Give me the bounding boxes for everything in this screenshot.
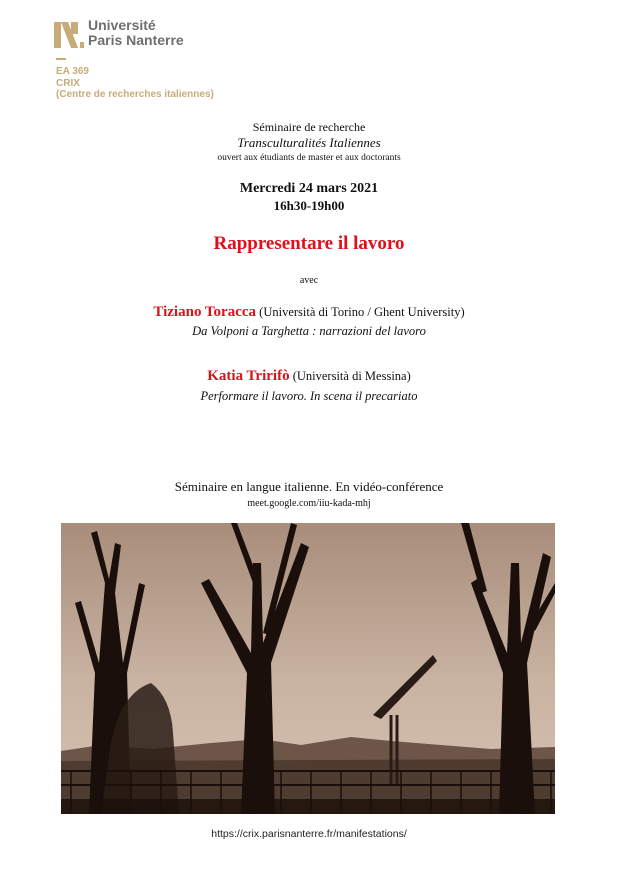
university-logo: [54, 18, 184, 50]
seminar-name: Transculturalités Italiennes: [237, 135, 381, 150]
crix-label: CRIX: [56, 77, 80, 89]
seminar-title: Rappresentare il lavoro: [213, 233, 405, 254]
speaker-2-talk: Performare il lavoro. In scena il precariato: [200, 389, 418, 403]
speaker-1-affiliation: (Università di Torino / Ghent University): [256, 305, 465, 319]
seminar-kind: Séminaire de recherche: [252, 120, 366, 134]
speaker-1-talk: Da Volponi a Targhetta : narrazioni del lavoro: [192, 324, 426, 338]
speaker-1: [0, 304, 618, 321]
speaker-2-affiliation: (Università di Messina): [289, 369, 411, 383]
speaker-1-name: Tiziano Toracca: [153, 304, 257, 320]
seminar-time: 16h30-19h00: [273, 198, 345, 213]
ea-code: EA 369: [56, 66, 89, 77]
sepia-trees-crane-photo: [61, 523, 555, 814]
centre-name: (Centre de recherches italiennes): [56, 89, 214, 100]
language-note: Séminaire en langue italienne. En vidéo-conférence: [174, 479, 444, 494]
speaker-2-name: Katia Tririfò: [207, 368, 290, 384]
avec-label: avec: [299, 275, 319, 286]
university-name-line1: Université: [88, 17, 156, 33]
meet-link[interactable]: meet.google.com/iiu-kada-mhj: [247, 498, 371, 509]
seminar-audience: ouvert aux étudiants de master et aux doctorants: [217, 153, 401, 163]
divider: [56, 58, 66, 60]
seminar-date: Mercredi 24 mars 2021: [239, 181, 379, 196]
university-name-line2: Paris Nanterre: [88, 32, 184, 48]
nanterre-logo-icon: [54, 20, 84, 50]
speaker-2: [0, 368, 618, 385]
event-url[interactable]: https://crix.parisnanterre.fr/manifestations/: [211, 828, 407, 840]
research-centre: [56, 66, 214, 101]
